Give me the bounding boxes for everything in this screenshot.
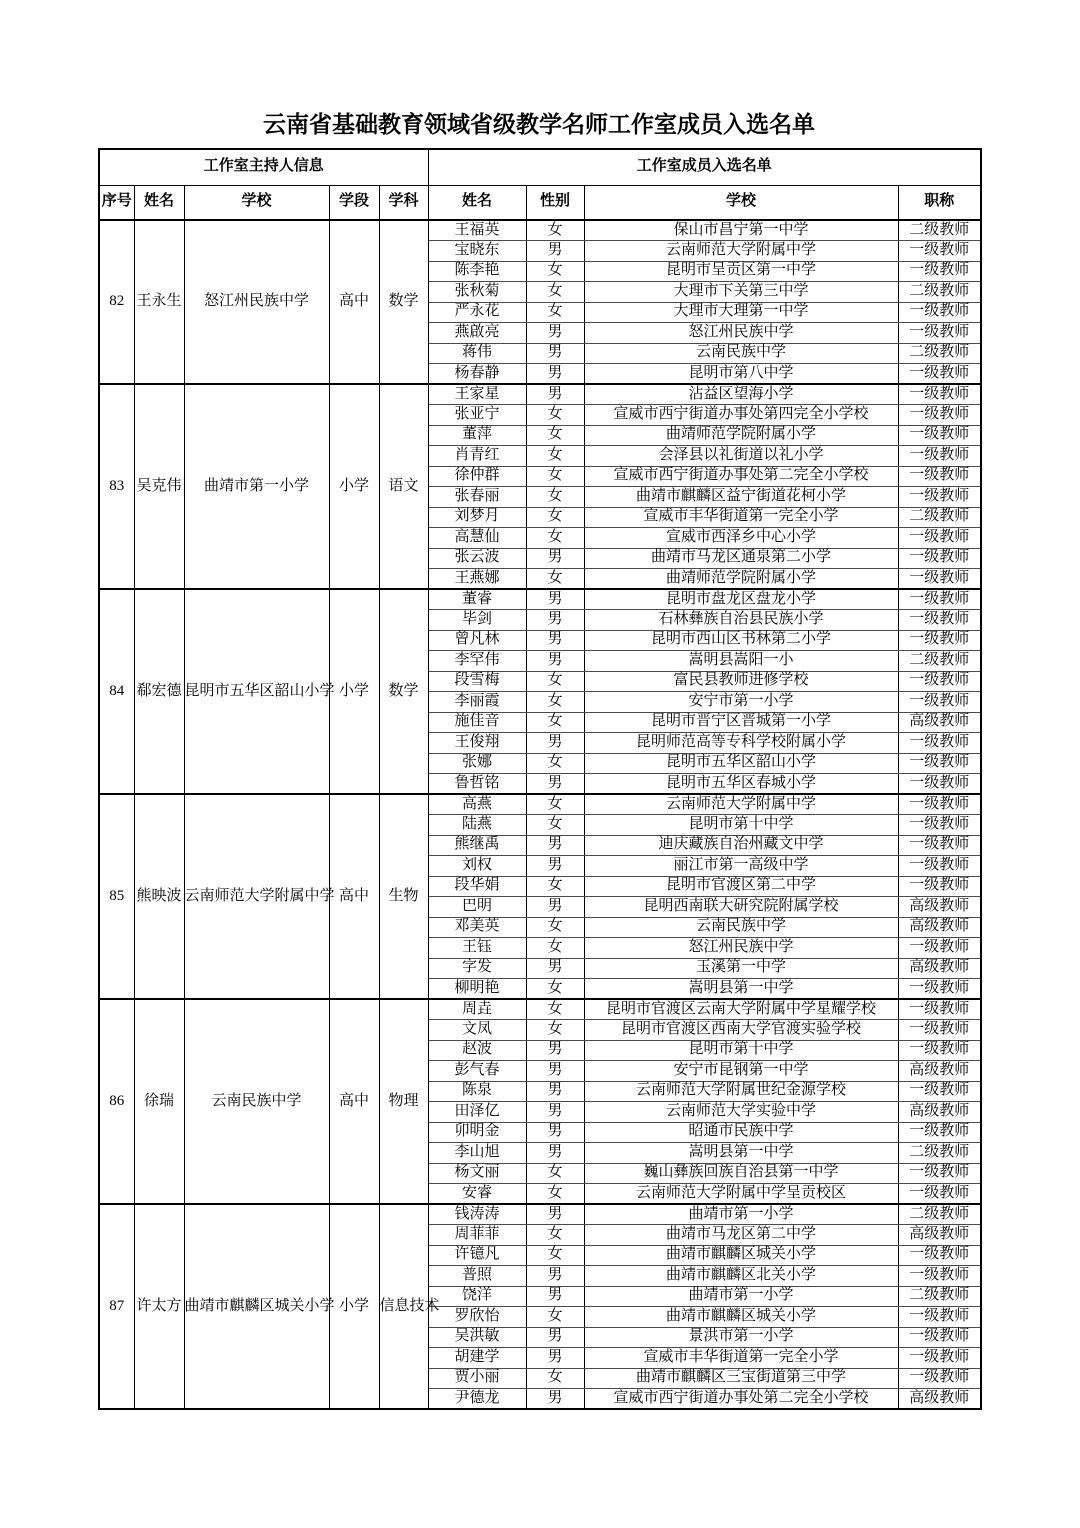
member-gender-cell: 女 — [526, 466, 584, 487]
member-title-cell: 一级教师 — [898, 261, 981, 282]
member-title-cell: 一级教师 — [898, 999, 981, 1020]
member-name-cell: 田泽亿 — [428, 1102, 526, 1123]
member-name-cell: 张亚宁 — [428, 405, 526, 426]
host-subject-cell: 生物 — [379, 794, 428, 999]
host-school-cell: 曲靖市麒麟区城关小学 — [184, 1204, 329, 1409]
member-name-cell: 杨春静 — [428, 364, 526, 385]
host-stage-cell: 小学 — [329, 589, 379, 794]
member-title-cell: 二级教师 — [898, 651, 981, 672]
member-title-cell: 一级教师 — [898, 364, 981, 385]
member-title-cell: 一级教师 — [898, 302, 981, 323]
member-name-cell: 曾凡林 — [428, 630, 526, 651]
member-school-cell: 怒江州民族中学 — [584, 323, 898, 344]
member-title-cell: 一级教师 — [898, 589, 981, 610]
member-school-cell: 宣威市西宁街道办事处第四完全小学校 — [584, 405, 898, 426]
member-school-cell: 曲靖市麒麟区城关小学 — [584, 1307, 898, 1328]
member-gender-cell: 女 — [526, 302, 584, 323]
member-gender-cell: 女 — [526, 1225, 584, 1246]
member-title-cell: 高级教师 — [898, 1061, 981, 1082]
member-gender-cell: 男 — [526, 1204, 584, 1225]
roster-table — [98, 148, 982, 1410]
member-school-cell: 曲靖市麒麟区益宁街道花柯小学 — [584, 487, 898, 508]
member-school-cell: 嵩明县第一中学 — [584, 979, 898, 1000]
member-gender-cell: 女 — [526, 692, 584, 713]
member-title-cell: 一级教师 — [898, 856, 981, 877]
member-title-cell: 高级教师 — [898, 917, 981, 938]
member-name-cell: 李山旭 — [428, 1143, 526, 1164]
member-school-cell: 昆明市第十中学 — [584, 1040, 898, 1061]
member-title-cell: 一级教师 — [898, 1040, 981, 1061]
member-school-cell: 昭通市民族中学 — [584, 1122, 898, 1143]
host-subject-cell: 信息技术 — [379, 1204, 428, 1409]
member-gender-cell: 女 — [526, 938, 584, 959]
member-title-cell: 一级教师 — [898, 1266, 981, 1287]
host-name-cell: 郗宏德 — [134, 589, 184, 794]
member-school-cell: 怒江州民族中学 — [584, 938, 898, 959]
header-members-section: 工作室成员入选名单 — [428, 149, 981, 185]
member-school-cell: 昆明市晋宁区晋城第一小学 — [584, 712, 898, 733]
member-title-cell: 一级教师 — [898, 1245, 981, 1266]
member-gender-cell: 女 — [526, 405, 584, 426]
member-row — [99, 999, 981, 1020]
member-title-cell: 一级教师 — [898, 466, 981, 487]
member-title-cell: 一级教师 — [898, 835, 981, 856]
member-gender-cell: 女 — [526, 528, 584, 549]
member-gender-cell: 男 — [526, 610, 584, 631]
member-title-cell: 一级教师 — [898, 630, 981, 651]
member-row — [99, 384, 981, 405]
member-school-cell: 富民县教师进修学校 — [584, 671, 898, 692]
host-stage-cell: 小学 — [329, 1204, 379, 1409]
member-row — [99, 220, 981, 241]
group-no-cell: 87 — [99, 1204, 134, 1409]
member-gender-cell: 男 — [526, 651, 584, 672]
member-school-cell: 昆明市官渡区西南大学官渡实验学校 — [584, 1020, 898, 1041]
member-name-cell: 安睿 — [428, 1184, 526, 1205]
member-title-cell: 一级教师 — [898, 794, 981, 815]
member-school-cell: 昆明市五华区韶山小学 — [584, 753, 898, 774]
member-name-cell: 周菲菲 — [428, 1225, 526, 1246]
member-name-cell: 熊继禹 — [428, 835, 526, 856]
member-gender-cell: 男 — [526, 1122, 584, 1143]
member-title-cell: 一级教师 — [898, 692, 981, 713]
member-school-cell: 大理市下关第三中学 — [584, 282, 898, 303]
section-header-row — [99, 149, 981, 185]
member-school-cell: 宣威市西泽乡中心小学 — [584, 528, 898, 549]
member-name-cell: 高燕 — [428, 794, 526, 815]
member-school-cell: 会泽县以礼街道以礼小学 — [584, 446, 898, 467]
member-gender-cell: 女 — [526, 446, 584, 467]
member-title-cell: 一级教师 — [898, 1184, 981, 1205]
member-name-cell: 张春丽 — [428, 487, 526, 508]
member-name-cell: 杨文丽 — [428, 1163, 526, 1184]
member-name-cell: 刘权 — [428, 856, 526, 877]
member-title-cell: 一级教师 — [898, 569, 981, 590]
table-header — [99, 149, 981, 220]
member-school-cell: 云南师范大学附属中学 — [584, 241, 898, 262]
member-name-cell: 张娜 — [428, 753, 526, 774]
member-gender-cell: 男 — [526, 897, 584, 918]
col-header-host-name: 姓名 — [134, 185, 184, 220]
member-school-cell: 昆明市呈贡区第一中学 — [584, 261, 898, 282]
member-name-cell: 文凤 — [428, 1020, 526, 1041]
col-header-host-school: 学校 — [184, 185, 329, 220]
member-name-cell: 蒋伟 — [428, 343, 526, 364]
host-subject-cell: 数学 — [379, 220, 428, 384]
member-title-cell: 一级教师 — [898, 979, 981, 1000]
member-school-cell: 宣威市西宁街道办事处第二完全小学校 — [584, 1389, 898, 1410]
col-header-title: 职称 — [898, 185, 981, 220]
member-school-cell: 昆明市第八中学 — [584, 364, 898, 385]
member-school-cell: 云南师范大学实验中学 — [584, 1102, 898, 1123]
member-gender-cell: 男 — [526, 364, 584, 385]
member-school-cell: 迪庆藏族自治州藏文中学 — [584, 835, 898, 856]
member-school-cell: 云南民族中学 — [584, 343, 898, 364]
member-gender-cell: 男 — [526, 241, 584, 262]
member-gender-cell: 男 — [526, 548, 584, 569]
group-no-cell: 85 — [99, 794, 134, 999]
member-title-cell: 高级教师 — [898, 1389, 981, 1410]
member-gender-cell: 男 — [526, 1081, 584, 1102]
member-name-cell: 彭气春 — [428, 1061, 526, 1082]
member-gender-cell: 女 — [526, 1163, 584, 1184]
member-school-cell: 曲靖市麒麟区三宝街道第三中学 — [584, 1368, 898, 1389]
member-school-cell: 云南师范大学附属中学呈贡校区 — [584, 1184, 898, 1205]
host-school-cell: 昆明市五华区韶山小学 — [184, 589, 329, 794]
member-name-cell: 王俊翔 — [428, 733, 526, 754]
member-name-cell: 普照 — [428, 1266, 526, 1287]
member-gender-cell: 男 — [526, 1102, 584, 1123]
member-name-cell: 王福英 — [428, 220, 526, 241]
member-school-cell: 昆明市官渡区云南大学附属中学星耀学校 — [584, 999, 898, 1020]
member-school-cell: 宣威市西宁街道办事处第二完全小学校 — [584, 466, 898, 487]
member-school-cell: 云南师范大学附属中学 — [584, 794, 898, 815]
member-title-cell: 二级教师 — [898, 1204, 981, 1225]
member-school-cell: 曲靖师范学院附属小学 — [584, 425, 898, 446]
member-gender-cell: 男 — [526, 774, 584, 795]
member-title-cell: 一级教师 — [898, 1327, 981, 1348]
member-name-cell: 徐仲群 — [428, 466, 526, 487]
member-gender-cell: 女 — [526, 1184, 584, 1205]
member-school-cell: 巍山彝族回族自治县第一中学 — [584, 1163, 898, 1184]
member-school-cell: 昆明市盘龙区盘龙小学 — [584, 589, 898, 610]
member-title-cell: 二级教师 — [898, 282, 981, 303]
member-gender-cell: 男 — [526, 1327, 584, 1348]
member-name-cell: 字发 — [428, 958, 526, 979]
member-school-cell: 昆明市西山区书林第二小学 — [584, 630, 898, 651]
member-title-cell: 一级教师 — [898, 753, 981, 774]
host-stage-cell: 高中 — [329, 794, 379, 999]
member-gender-cell: 男 — [526, 343, 584, 364]
member-name-cell: 王燕娜 — [428, 569, 526, 590]
member-school-cell: 曲靖师范学院附属小学 — [584, 569, 898, 590]
member-row — [99, 794, 981, 815]
member-name-cell: 张云波 — [428, 548, 526, 569]
member-name-cell: 罗欣怡 — [428, 1307, 526, 1328]
member-gender-cell: 女 — [526, 425, 584, 446]
member-name-cell: 施佳音 — [428, 712, 526, 733]
member-school-cell: 昆明市五华区春城小学 — [584, 774, 898, 795]
member-name-cell: 段华娟 — [428, 876, 526, 897]
member-name-cell: 吴洪敏 — [428, 1327, 526, 1348]
member-title-cell: 一级教师 — [898, 528, 981, 549]
member-school-cell: 景洪市第一小学 — [584, 1327, 898, 1348]
member-name-cell: 许镱凡 — [428, 1245, 526, 1266]
member-gender-cell: 女 — [526, 671, 584, 692]
member-title-cell: 高级教师 — [898, 712, 981, 733]
member-gender-cell: 女 — [526, 282, 584, 303]
host-stage-cell: 高中 — [329, 999, 379, 1204]
member-title-cell: 一级教师 — [898, 1307, 981, 1328]
group-no-cell: 83 — [99, 384, 134, 589]
member-gender-cell: 女 — [526, 917, 584, 938]
member-school-cell: 丽江市第一高级中学 — [584, 856, 898, 877]
member-gender-cell: 女 — [526, 712, 584, 733]
member-school-cell: 曲靖市第一小学 — [584, 1286, 898, 1307]
member-school-cell: 玉溪第一中学 — [584, 958, 898, 979]
member-school-cell: 宣威市丰华街道第一完全小学 — [584, 507, 898, 528]
host-school-cell: 曲靖市第一小学 — [184, 384, 329, 589]
member-row — [99, 1204, 981, 1225]
host-name-cell: 许太方 — [134, 1204, 184, 1409]
member-name-cell: 钱涛涛 — [428, 1204, 526, 1225]
member-name-cell: 卯明金 — [428, 1122, 526, 1143]
member-name-cell: 饶洋 — [428, 1286, 526, 1307]
member-name-cell: 肖青红 — [428, 446, 526, 467]
member-gender-cell: 男 — [526, 384, 584, 405]
member-title-cell: 一级教师 — [898, 1122, 981, 1143]
member-title-cell: 一级教师 — [898, 323, 981, 344]
member-name-cell: 陆燕 — [428, 815, 526, 836]
member-gender-cell: 男 — [526, 835, 584, 856]
member-title-cell: 高级教师 — [898, 958, 981, 979]
column-header-row — [99, 185, 981, 220]
member-name-cell: 王钰 — [428, 938, 526, 959]
member-title-cell: 一级教师 — [898, 815, 981, 836]
member-gender-cell: 女 — [526, 1307, 584, 1328]
member-title-cell: 一级教师 — [898, 384, 981, 405]
member-name-cell: 陈泉 — [428, 1081, 526, 1102]
host-subject-cell: 物理 — [379, 999, 428, 1204]
member-gender-cell: 女 — [526, 1368, 584, 1389]
member-school-cell: 曲靖市第一小学 — [584, 1204, 898, 1225]
member-title-cell: 高级教师 — [898, 1102, 981, 1123]
page-title: 云南省基础教育领域省级教学名师工作室成员入选名单 — [263, 112, 815, 137]
member-title-cell: 一级教师 — [898, 548, 981, 569]
member-school-cell: 安宁市第一小学 — [584, 692, 898, 713]
host-name-cell: 王永生 — [134, 220, 184, 384]
member-title-cell: 一级教师 — [898, 1081, 981, 1102]
member-title-cell: 一级教师 — [898, 1348, 981, 1369]
col-header-member-school: 学校 — [584, 185, 898, 220]
member-school-cell: 曲靖市马龙区第二中学 — [584, 1225, 898, 1246]
member-name-cell: 赵波 — [428, 1040, 526, 1061]
host-name-cell: 熊映波 — [134, 794, 184, 999]
member-title-cell: 一级教师 — [898, 487, 981, 508]
member-name-cell: 高慧仙 — [428, 528, 526, 549]
host-stage-cell: 小学 — [329, 384, 379, 589]
member-name-cell: 鲁哲铭 — [428, 774, 526, 795]
member-name-cell: 董睿 — [428, 589, 526, 610]
member-title-cell: 一级教师 — [898, 241, 981, 262]
member-title-cell: 一级教师 — [898, 733, 981, 754]
member-gender-cell: 男 — [526, 1040, 584, 1061]
member-gender-cell: 男 — [526, 1348, 584, 1369]
header-host-section: 工作室主持人信息 — [99, 149, 428, 185]
member-gender-cell: 女 — [526, 753, 584, 774]
member-name-cell: 严永花 — [428, 302, 526, 323]
member-name-cell: 尹德龙 — [428, 1389, 526, 1410]
member-name-cell: 邓美英 — [428, 917, 526, 938]
member-title-cell: 一级教师 — [898, 1163, 981, 1184]
member-title-cell: 高级教师 — [898, 897, 981, 918]
member-gender-cell: 男 — [526, 733, 584, 754]
member-title-cell: 二级教师 — [898, 220, 981, 241]
member-school-cell: 曲靖市麒麟区北关小学 — [584, 1266, 898, 1287]
col-header-gender: 性别 — [526, 185, 584, 220]
col-header-subject: 学科 — [379, 185, 428, 220]
member-gender-cell: 女 — [526, 979, 584, 1000]
member-school-cell: 云南师范大学附属世纪金源学校 — [584, 1081, 898, 1102]
member-name-cell: 李丽霞 — [428, 692, 526, 713]
member-title-cell: 二级教师 — [898, 1286, 981, 1307]
member-title-cell: 一级教师 — [898, 876, 981, 897]
member-name-cell: 宝晓东 — [428, 241, 526, 262]
member-school-cell: 昆明师范高等专科学校附属小学 — [584, 733, 898, 754]
member-name-cell: 燕啟亮 — [428, 323, 526, 344]
member-gender-cell: 男 — [526, 1143, 584, 1164]
member-title-cell: 一级教师 — [898, 1368, 981, 1389]
host-school-cell: 云南师范大学附属中学 — [184, 794, 329, 999]
member-gender-cell: 女 — [526, 815, 584, 836]
member-gender-cell: 女 — [526, 1020, 584, 1041]
member-gender-cell: 女 — [526, 261, 584, 282]
member-gender-cell: 男 — [526, 589, 584, 610]
member-title-cell: 一级教师 — [898, 425, 981, 446]
member-school-cell: 曲靖市马龙区通泉第二小学 — [584, 548, 898, 569]
member-gender-cell: 男 — [526, 1389, 584, 1410]
host-subject-cell: 语文 — [379, 384, 428, 589]
group-no-cell: 86 — [99, 999, 134, 1204]
member-title-cell: 一级教师 — [898, 446, 981, 467]
member-title-cell: 二级教师 — [898, 507, 981, 528]
host-name-cell: 徐瑞 — [134, 999, 184, 1204]
table-body — [99, 220, 981, 1409]
member-name-cell: 柳明艳 — [428, 979, 526, 1000]
member-name-cell: 毕剑 — [428, 610, 526, 631]
member-gender-cell: 女 — [526, 999, 584, 1020]
member-name-cell: 周垚 — [428, 999, 526, 1020]
member-title-cell: 一级教师 — [898, 610, 981, 631]
member-title-cell: 一级教师 — [898, 405, 981, 426]
member-gender-cell: 男 — [526, 958, 584, 979]
member-gender-cell: 女 — [526, 487, 584, 508]
member-title-cell: 一级教师 — [898, 938, 981, 959]
member-gender-cell: 男 — [526, 1266, 584, 1287]
member-title-cell: 二级教师 — [898, 1143, 981, 1164]
member-school-cell: 嵩明县第一中学 — [584, 1143, 898, 1164]
member-school-cell: 石林彝族自治县民族小学 — [584, 610, 898, 631]
host-name-cell: 吴克伟 — [134, 384, 184, 589]
host-subject-cell: 数学 — [379, 589, 428, 794]
member-name-cell: 刘梦月 — [428, 507, 526, 528]
member-gender-cell: 女 — [526, 507, 584, 528]
member-school-cell: 大理市大理第一中学 — [584, 302, 898, 323]
member-gender-cell: 女 — [526, 794, 584, 815]
member-name-cell: 张秋菊 — [428, 282, 526, 303]
member-school-cell: 宣威市丰华街道第一完全小学 — [584, 1348, 898, 1369]
member-school-cell: 曲靖市麒麟区城关小学 — [584, 1245, 898, 1266]
member-title-cell: 一级教师 — [898, 774, 981, 795]
member-gender-cell: 女 — [526, 1245, 584, 1266]
member-title-cell: 高级教师 — [898, 1225, 981, 1246]
member-school-cell: 沾益区望海小学 — [584, 384, 898, 405]
member-title-cell: 一级教师 — [898, 1020, 981, 1041]
member-school-cell: 安宁市昆钢第一中学 — [584, 1061, 898, 1082]
host-school-cell: 怒江州民族中学 — [184, 220, 329, 384]
group-no-cell: 82 — [99, 220, 134, 384]
member-school-cell: 昆明西南联大研究院附属学校 — [584, 897, 898, 918]
group-no-cell: 84 — [99, 589, 134, 794]
col-header-stage: 学段 — [329, 185, 379, 220]
member-school-cell: 保山市昌宁第一中学 — [584, 220, 898, 241]
member-gender-cell: 女 — [526, 876, 584, 897]
member-name-cell: 董萍 — [428, 425, 526, 446]
member-name-cell: 王家星 — [428, 384, 526, 405]
member-gender-cell: 男 — [526, 856, 584, 877]
member-school-cell: 昆明市第十中学 — [584, 815, 898, 836]
member-gender-cell: 男 — [526, 630, 584, 651]
member-title-cell: 二级教师 — [898, 343, 981, 364]
member-title-cell: 一级教师 — [898, 671, 981, 692]
member-name-cell: 贾小丽 — [428, 1368, 526, 1389]
member-row — [99, 589, 981, 610]
member-gender-cell: 男 — [526, 323, 584, 344]
member-gender-cell: 男 — [526, 1286, 584, 1307]
member-gender-cell: 男 — [526, 1061, 584, 1082]
member-name-cell: 李罕伟 — [428, 651, 526, 672]
member-name-cell: 段雪梅 — [428, 671, 526, 692]
member-name-cell: 胡建学 — [428, 1348, 526, 1369]
member-name-cell: 巴明 — [428, 897, 526, 918]
member-name-cell: 陈李艳 — [428, 261, 526, 282]
member-school-cell: 云南民族中学 — [584, 917, 898, 938]
col-header-no: 序号 — [99, 185, 134, 220]
host-school-cell: 云南民族中学 — [184, 999, 329, 1204]
member-school-cell: 昆明市官渡区第二中学 — [584, 876, 898, 897]
col-header-member-name: 姓名 — [428, 185, 526, 220]
member-gender-cell: 女 — [526, 220, 584, 241]
member-school-cell: 嵩明县嵩阳一小 — [584, 651, 898, 672]
member-gender-cell: 女 — [526, 569, 584, 590]
host-stage-cell: 高中 — [329, 220, 379, 384]
